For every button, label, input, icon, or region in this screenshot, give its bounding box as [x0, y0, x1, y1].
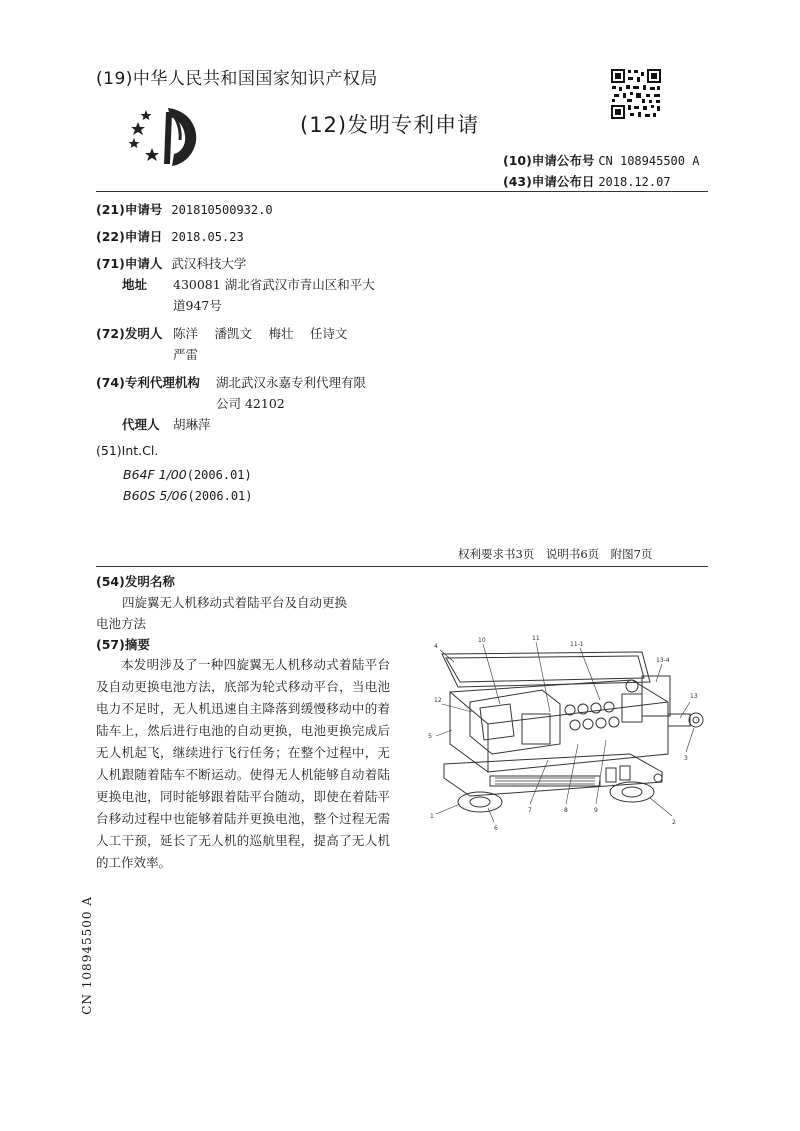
publication-date: 2018.12.07: [598, 175, 671, 189]
abstract-label: (57)摘要: [96, 637, 150, 652]
office-name: (19)中华人民共和国国家知识产权局: [96, 69, 378, 89]
publication-number-row: [503, 151, 699, 169]
section-divider: [96, 566, 708, 567]
figure-label-13-4: 13-4: [656, 657, 670, 664]
ipc-code-2: B60S 5/06: [123, 488, 188, 503]
publication-date-row: [503, 172, 671, 190]
page-counts: 权利要求书3页 说明书6页 附图7页: [458, 547, 653, 561]
applicant-row: [96, 253, 246, 272]
figure-label-7: 7: [528, 807, 532, 814]
qr-code-icon: [610, 68, 662, 120]
application-date-row: [96, 226, 244, 245]
header-divider: [96, 191, 708, 192]
address-line-2: 道947号: [173, 298, 222, 313]
address-label: 地址: [122, 277, 148, 292]
figure-label-9: 9: [594, 807, 598, 814]
application-number-row: [96, 199, 273, 218]
figure-label-13: 13: [690, 693, 698, 700]
agency-label: (74)专利代理机构: [96, 375, 200, 390]
figure-label-10: 10: [478, 637, 486, 644]
figure-label-3: 3: [684, 755, 688, 762]
application-date-label: (22)申请日: [96, 229, 163, 244]
side-publication-number: CN 108945500 A: [80, 896, 94, 1015]
int-cl-label: (51)Int.Cl.: [96, 443, 159, 458]
application-number-label: (21)申请号: [96, 202, 163, 217]
figure-label-2: 2: [672, 819, 676, 826]
inventors-label: (72)发明人: [96, 326, 163, 341]
figure-label-5: 5: [428, 733, 432, 740]
document-type: (12)发明专利申请: [300, 113, 480, 137]
figure-label-4: 4: [434, 643, 438, 650]
agent: 胡琳萍: [173, 417, 211, 432]
applicant: 武汉科技大学: [171, 256, 247, 271]
address-line-1: 430081 湖北省武汉市青山区和平大: [173, 277, 375, 292]
application-number: 201810500932.0: [171, 203, 273, 217]
ipc-version-2: (2006.01): [187, 489, 253, 503]
ipc-classification-2: [123, 485, 253, 504]
invention-title-line-1: 四旋翼无人机移动式着陆平台及自动更换: [122, 595, 348, 610]
inventors-line-1: 陈洋 潘凯文 梅壮 任诗文: [173, 326, 348, 341]
ipc-code-1: B64F 1/00: [123, 467, 187, 482]
inventors-line-2: 严雷: [173, 347, 199, 362]
publication-number: CN 108945500 A: [598, 154, 700, 168]
abstract-text: 本发明涉及了一种四旋翼无人机移动式着陆平台及自动更换电池方法，底部为轮式移动平台，当电池电力不足时，无人机迅速自主降落到缓慢移动中的着陆车上，然后进行电池的自动更换，电池更换完成后无人机起飞，继续进行飞行任务；在整个过程中，无人机跟随着陆车不断运动。使得无人机能够自动着陆更换电池，同时能够跟着陆平台随动，即使在着陆平台移动过程中也能够着陆并更换电池，整个过程无需人工干预，延长了无人机的巡航里程，提高了无人机的工作效率。: [96, 657, 390, 870]
figure-label-11-1: 11-1: [570, 641, 584, 648]
agency-line-1: 湖北武汉永嘉专利代理有限: [216, 375, 367, 390]
figure-label-8: 8: [564, 807, 568, 814]
agent-label: 代理人: [122, 417, 160, 432]
invention-title-label: (54)发明名称: [96, 574, 175, 589]
invention-title-line-2: 电池方法: [96, 616, 147, 631]
figure-label-12: 12: [434, 697, 442, 704]
cnipa-logo-icon: [128, 104, 210, 170]
figure-label-1: 1: [430, 813, 434, 820]
applicant-label: (71)申请人: [96, 256, 163, 271]
publication-date-label: (43)申请公布日: [503, 174, 595, 189]
agency-line-2: 公司 42102: [216, 396, 285, 411]
publication-number-label: (10)申请公布号: [503, 153, 595, 168]
ipc-classification-1: [123, 464, 252, 483]
application-date: 2018.05.23: [171, 230, 244, 244]
figure-label-6: 6: [494, 825, 498, 832]
ipc-version-1: (2006.01): [186, 468, 252, 482]
abstract-figure-drawing: [410, 632, 710, 837]
figure-label-11: 11: [532, 635, 540, 642]
